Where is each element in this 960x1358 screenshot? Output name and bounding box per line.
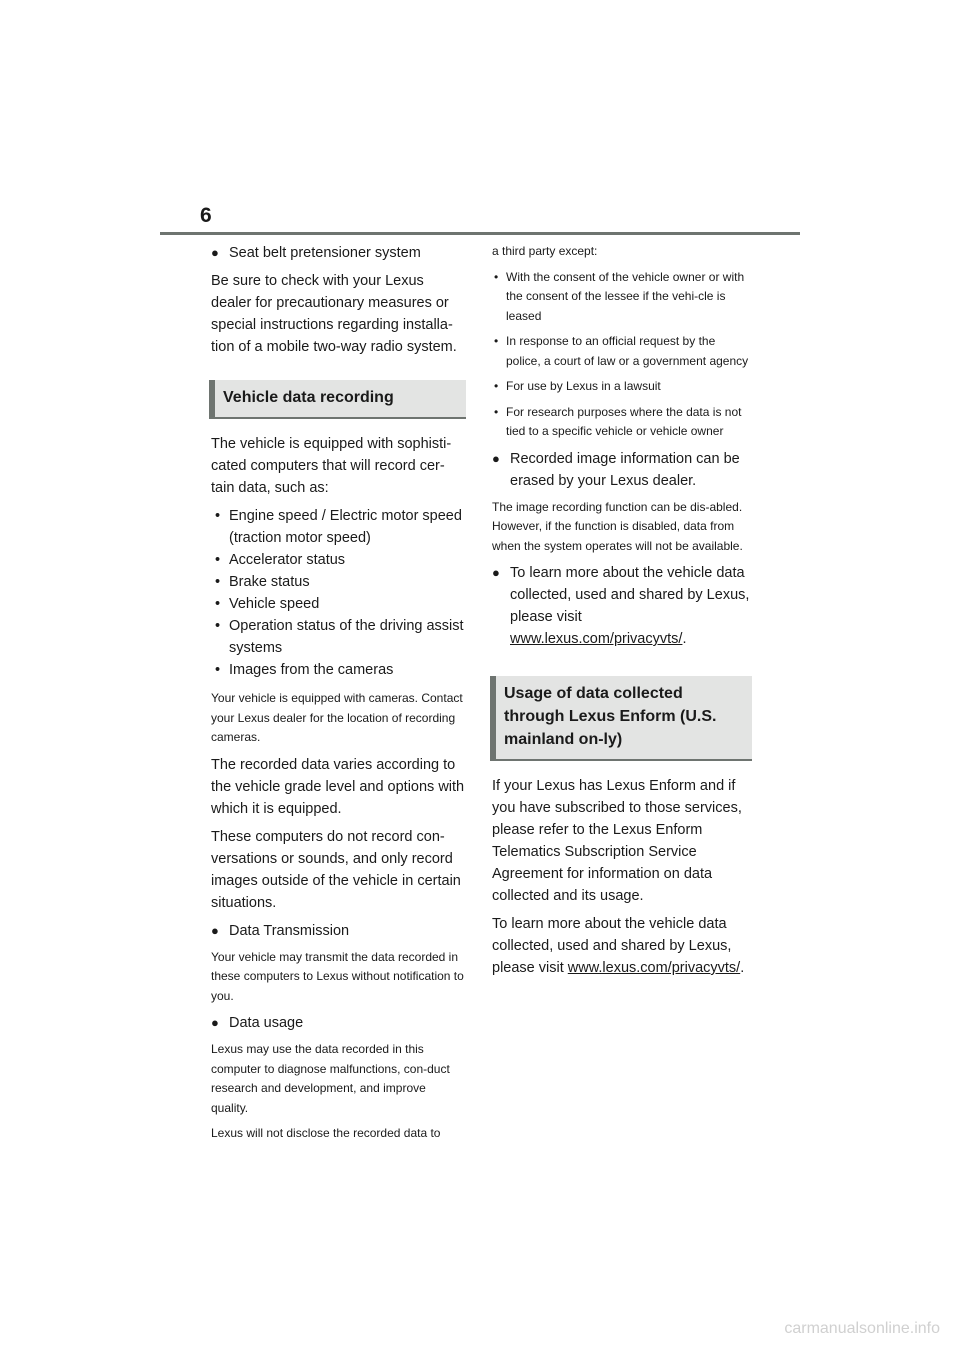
bullet-data-transmission: ● Data Transmission [211, 920, 466, 942]
list-item: • With the consent of the vehicle owner or with the consent of the lessee if the vehi-cle is leased [494, 269, 745, 323]
recorded-data-list [211, 505, 466, 681]
paragraph-computers: The vehicle is equipped with sophisti-cated computers that will record cer-tain data, such as: [211, 436, 452, 496]
list-item: • For use by Lexus in a lawsuit [494, 379, 661, 393]
privacy-link[interactable]: www.lexus.com/privacyvts/ [567, 960, 741, 976]
bullet-learn-more: ● To learn more about the vehicle data collected, used and shared by Lexus, please visit www.lexus.com/privacyvts/. [492, 562, 752, 650]
paragraph-learn-more: To learn more about the vehicle data collected, used and shared by Lexus, please visit www.lexus.com/privacyvts/. [492, 916, 745, 976]
note-cameras: Your vehicle is equipped with cameras. Contact your Lexus dealer for the location of recording cameras. [211, 691, 463, 744]
bullet-data-usage: ● Data usage [211, 1012, 466, 1034]
paragraph-enform: If your Lexus has Lexus Enform and if you have subscribed to those services, please refer to the Lexus Enform Telematics Subscription Service Agreement for information on data collected and its usage. [492, 778, 742, 904]
note-disable-recording: The image recording function can be dis-abled. However, if the function is disabled, data from when the system operates will not be available. [492, 499, 743, 553]
privacy-link[interactable]: www.lexus.com/privacyvts/ [510, 631, 683, 647]
paragraph-dealer: Be sure to check with your Lexus dealer for precautionary measures or special instructions regarding installa-tion of a mobile two-way radio system. [211, 273, 457, 355]
left-column [211, 242, 466, 1150]
bullet-seat-belt: ● Seat belt pretensioner system [211, 242, 466, 264]
list-item: • Operation status of the driving assist systems [215, 618, 464, 656]
note-disclose: Lexus will not disclose the recorded data to [211, 1126, 441, 1140]
list-item: • Vehicle speed [215, 596, 320, 612]
bullet-icon: ● [492, 565, 500, 580]
list-item: • In response to an official request by the police, a court of law or a government agency [494, 334, 749, 368]
watermark: carmanualsonline.info [784, 1320, 940, 1337]
note-third-party: a third party except: [492, 244, 598, 258]
bullet-icon: ● [492, 450, 500, 466]
section-heading-vehicle-data: Vehicle data recording [209, 380, 466, 419]
section-heading-enform: Usage of data collected through Lexus Enform (U.S. mainland on-ly) [490, 676, 752, 761]
note-transmission: Your vehicle may transmit the data recorded in these computers to Lexus without notification to you. [211, 949, 464, 1003]
list-item: • Accelerator status [215, 552, 346, 568]
page-number: 6 [200, 204, 212, 227]
list-item: • For research purposes where the data is not tied to a specific vehicle or vehicle owner [494, 404, 742, 438]
list-item: • Brake status [215, 574, 310, 590]
note-usage: Lexus may use the data recorded in this computer to diagnose malfunctions, con-duct research and development, and improve quality. [211, 1042, 450, 1115]
list-item: • Engine speed / Electric motor speed (traction motor speed) [215, 508, 462, 546]
bullet-icon: ● [211, 245, 219, 260]
header-rule [160, 232, 800, 235]
list-item: • Images from the cameras [215, 662, 394, 678]
bullet-icon: ● [211, 1015, 219, 1030]
paragraph-conversations: These computers do not record con-versations or sounds, and only record images outside of the vehicle in certain situations. [211, 828, 461, 911]
right-column [492, 242, 752, 985]
exceptions-list [492, 268, 752, 442]
bullet-erase-images: ● Recorded image information can be erased by your Lexus dealer. [492, 448, 752, 492]
bullet-icon: ● [211, 922, 219, 938]
paragraph-grade: The recorded data varies according to the vehicle grade level and options with which it is equipped. [211, 756, 465, 817]
